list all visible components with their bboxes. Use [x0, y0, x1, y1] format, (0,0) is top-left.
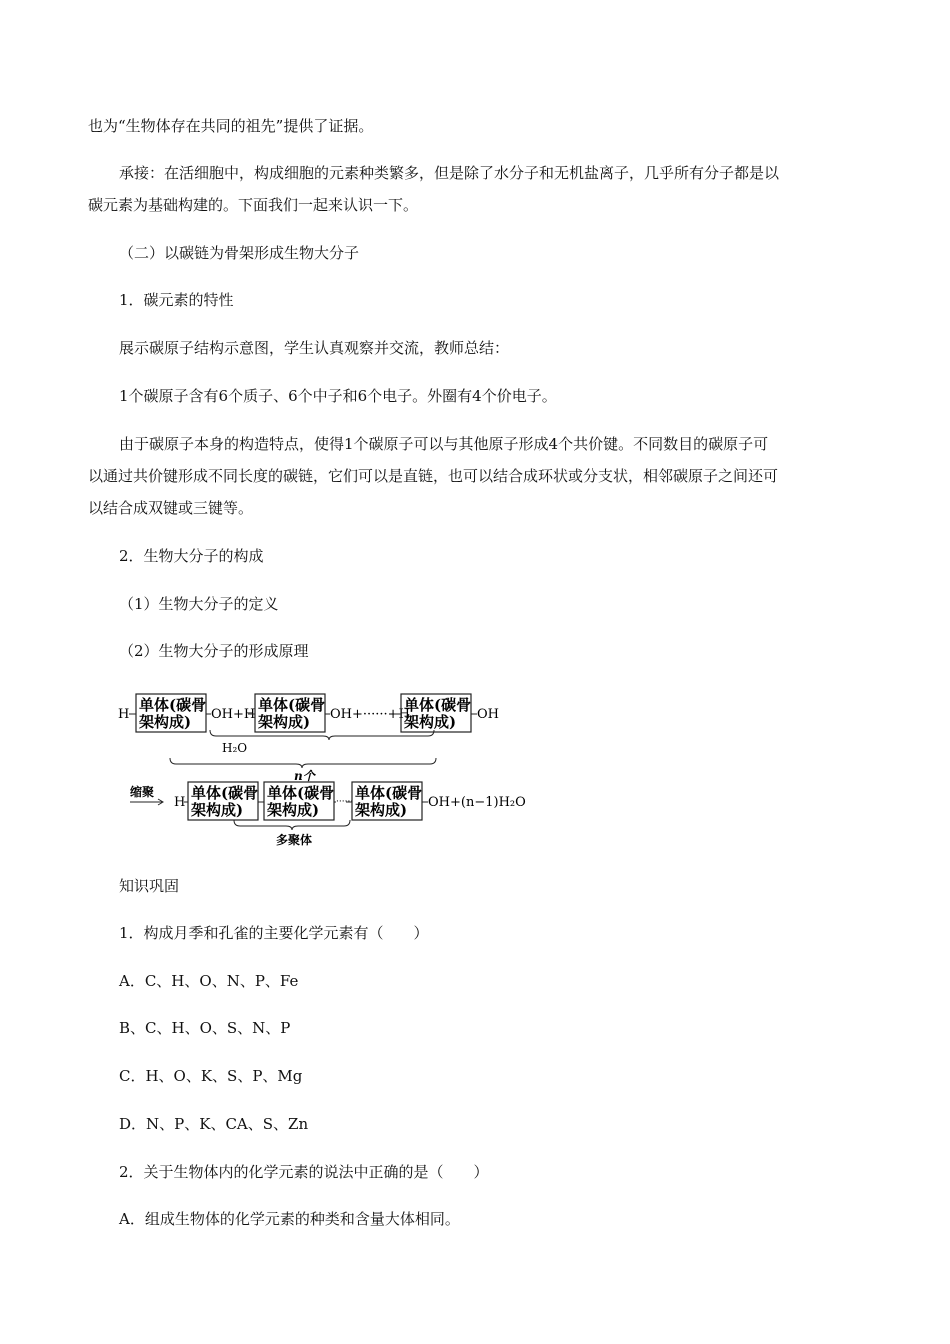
- row1-h-label: H: [118, 707, 130, 722]
- question-2: 2．关于生物体内的化学元素的说法中正确的是（ ）: [119, 1163, 489, 1181]
- section-heading-review: 知识巩固: [119, 877, 180, 895]
- paragraph-carbon-atom: 1个碳原子含有6个质子、6个中子和6个电子。外圈有4个价电子。: [119, 387, 557, 405]
- row2-h-label: H: [174, 795, 186, 810]
- row1-box2-line1: 单体(碳骨: [258, 696, 326, 714]
- row2-box2-line2: 架构成): [267, 801, 320, 819]
- count-label: n个: [294, 769, 315, 783]
- water-label: H₂O: [222, 741, 248, 755]
- row1-link-2: OH+······+H: [330, 707, 410, 722]
- subheading-macromolecule-composition: 2．生物大分子的构成: [119, 547, 264, 565]
- paragraph-transition-line2: 碳元素为基础构建的。下面我们一起来认识一下。: [88, 196, 419, 214]
- row1-box2-line2: 架构成): [258, 713, 311, 731]
- row2-box1-line1: 单体(碳骨: [191, 784, 259, 802]
- paragraph-covalent-line3: 以结合成双键或三键等。: [88, 499, 254, 517]
- question-1-option-d: D．N、P、K、CA、S、Zn: [119, 1115, 309, 1133]
- polymer-brace: [234, 820, 350, 830]
- question-2-option-a: A．组成生物体的化学元素的种类和含量大体相同。: [119, 1210, 460, 1228]
- question-1: 1．构成月季和孔雀的主要化学元素有（ ）: [119, 924, 429, 942]
- row2-box3-line1: 单体(碳骨: [355, 784, 423, 802]
- row1-box3-line1: 单体(碳骨: [404, 696, 472, 714]
- paragraph-covalent-line1: 由于碳原子本身的构造特点，使得1个碳原子可以与其他原子形成4个共价键。不同数目的碳原子可: [119, 435, 769, 453]
- polymer-label: 多聚体: [276, 833, 313, 847]
- row1-box3-line2: 架构成): [404, 713, 457, 731]
- paragraph-covalent-line2: 以通过共价键形成不同长度的碳链，它们可以是直链，也可以结合成环状或分支状，相邻碳原子之间还可: [88, 467, 779, 485]
- row2-box3-line2: 架构成): [355, 801, 408, 819]
- row2-box1-line2: 架构成): [191, 801, 244, 819]
- row1-link-1: OH+H: [211, 707, 256, 722]
- paragraph-ancestor-evidence: 也为“生物体存在共同的祖先”提供了证据。: [88, 117, 374, 135]
- row1-box1-line1: 单体(碳骨: [139, 696, 207, 714]
- subheading-formation-principle: （2）生物大分子的形成原理: [119, 642, 309, 660]
- question-1-option-a: A．C、H、O、N、P、Fe: [119, 972, 299, 990]
- row2-dots: ······: [336, 797, 354, 807]
- question-1-option-c: C．H、O、K、S、P、Mg: [119, 1067, 303, 1085]
- question-1-option-b: B、C、H、O、S、N、P: [119, 1019, 291, 1037]
- polymerization-diagram: [118, 690, 538, 850]
- condensation-label: 缩聚: [130, 785, 155, 799]
- count-brace: [170, 758, 436, 768]
- paragraph-show-diagram: 展示碳原子结构示意图，学生认真观察并交流，教师总结：: [119, 339, 510, 357]
- subheading-definition: （1）生物大分子的定义: [119, 595, 279, 613]
- paragraph-transition-line1: 承接：在活细胞中，构成细胞的元素种类繁多，但是除了水分子和无机盐离子，几乎所有分子都是以: [119, 164, 780, 182]
- row1-end-oh: OH: [477, 707, 499, 722]
- subheading-carbon-properties: 1．碳元素的特性: [119, 291, 234, 309]
- row2-end-formula: OH+(n−1)H₂O: [428, 795, 526, 810]
- row1-box1-line2: 架构成): [139, 713, 192, 731]
- row2-box2-line1: 单体(碳骨: [267, 784, 335, 802]
- section-heading-carbon-chain: （二）以碳链为骨架形成生物大分子: [119, 244, 360, 262]
